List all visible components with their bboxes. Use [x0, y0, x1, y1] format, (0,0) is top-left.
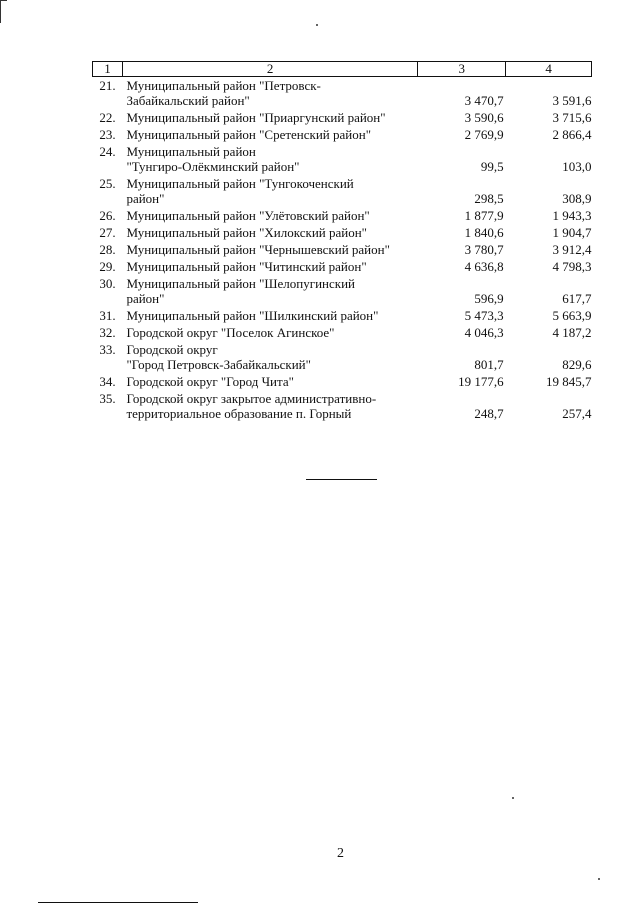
municipality-name-line: Муниципальный район "Сретенский район"	[126, 127, 372, 142]
municipality-name	[122, 175, 417, 207]
value-col-4: 103,0	[562, 159, 592, 174]
value-col-4: 617,7	[562, 291, 592, 306]
municipality-name-line: Муниципальный район "Хилокский район"	[126, 225, 367, 240]
header-col-4: 4	[506, 62, 592, 77]
municipality-name	[122, 324, 417, 341]
municipality-name	[122, 373, 417, 390]
value-col-3: 248,7	[474, 406, 504, 421]
value-col-4: 4 187,2	[552, 325, 592, 340]
header-col-1: 1	[93, 62, 123, 77]
row-number: 32.	[99, 325, 116, 340]
municipality-name-line: "Город Петровск-Забайкальский"	[126, 357, 311, 372]
row-number: 30.	[99, 276, 116, 291]
municipality-name-line: Муниципальный район	[126, 144, 256, 159]
header-col-3: 3	[418, 62, 506, 77]
value-col-3: 4 046,3	[464, 325, 504, 340]
municipality-name-line: Городской округ закрытое административно-	[126, 391, 377, 406]
value-col-3: 1 877,9	[464, 208, 504, 223]
municipality-name	[122, 390, 417, 422]
table-row	[93, 207, 592, 224]
municipality-name-line: Муниципальный район "Тунгокоченский	[126, 176, 354, 191]
scan-speck	[316, 24, 318, 26]
municipality-name	[122, 275, 417, 307]
value-col-4: 308,9	[562, 191, 592, 206]
municipality-name-line: район"	[126, 291, 165, 306]
value-col-3: 19 177,6	[458, 374, 504, 389]
value-col-3: 3 780,7	[464, 242, 504, 257]
municipality-name	[122, 341, 417, 373]
table-body	[93, 77, 592, 423]
header-col-2: 2	[122, 62, 417, 77]
municipality-name-line: Муниципальный район "Шелопугинский	[126, 276, 355, 291]
value-col-4: 4 798,3	[552, 259, 592, 274]
table-row	[93, 258, 592, 275]
municipality-name-line: Муниципальный район "Шилкинский район"	[126, 308, 379, 323]
row-number: 28.	[99, 242, 116, 257]
row-number: 22.	[99, 110, 116, 125]
value-col-3: 801,7	[474, 357, 504, 372]
value-col-3: 4 636,8	[464, 259, 504, 274]
municipality-name	[122, 143, 417, 175]
table-row	[93, 175, 592, 207]
table-row	[93, 241, 592, 258]
municipality-name-line: Муниципальный район "Петровск-	[126, 78, 321, 93]
page-number: 2	[337, 846, 344, 861]
value-col-4: 257,4	[562, 406, 592, 421]
table-row	[93, 77, 592, 110]
footer-line	[38, 902, 198, 903]
row-number: 27.	[99, 225, 116, 240]
value-col-3: 99,5	[480, 159, 504, 174]
scan-speck	[598, 878, 600, 880]
municipality-name	[122, 224, 417, 241]
value-col-3: 1 840,6	[464, 225, 504, 240]
table-row	[93, 275, 592, 307]
allocation-table	[92, 61, 592, 422]
municipality-name-line: Муниципальный район "Приаргунский район"	[126, 110, 386, 125]
row-number: 26.	[99, 208, 116, 223]
value-col-4: 3 912,4	[552, 242, 592, 257]
row-number: 34.	[99, 374, 116, 389]
value-col-3: 3 590,6	[464, 110, 504, 125]
municipality-name-line: Муниципальный район "Читинский район"	[126, 259, 367, 274]
row-number: 29.	[99, 259, 116, 274]
value-col-3: 596,9	[474, 291, 504, 306]
row-number: 35.	[99, 391, 116, 406]
value-col-4: 3 715,6	[552, 110, 592, 125]
row-number: 25.	[99, 176, 116, 191]
value-col-4: 1 943,3	[552, 208, 592, 223]
value-col-4: 3 591,6	[552, 93, 592, 108]
municipality-name	[122, 109, 417, 126]
row-number: 31.	[99, 308, 116, 323]
municipality-name-line: территориальное образование п. Горный	[126, 406, 352, 421]
municipality-name	[122, 258, 417, 275]
municipality-name-line: Муниципальный район "Чернышевский район"	[126, 242, 390, 257]
table-row	[93, 143, 592, 175]
scan-speck	[512, 797, 514, 799]
municipality-name-line: Забайкальский район"	[126, 93, 250, 108]
end-rule	[306, 479, 377, 480]
municipality-name-line: Городской округ "Город Чита"	[126, 374, 294, 389]
value-col-3: 2 769,9	[464, 127, 504, 142]
table-row	[93, 126, 592, 143]
value-col-4: 829,6	[562, 357, 592, 372]
value-col-3: 298,5	[474, 191, 504, 206]
row-number: 24.	[99, 144, 116, 159]
row-number: 33.	[99, 342, 116, 357]
value-col-4: 1 904,7	[552, 225, 592, 240]
municipality-name	[122, 207, 417, 224]
municipality-name-line: Городской округ	[126, 342, 218, 357]
municipality-name-line: Муниципальный район "Улётовский район"	[126, 208, 370, 223]
table-row	[93, 324, 592, 341]
municipality-name	[122, 126, 417, 143]
table-row	[93, 390, 592, 422]
value-col-3: 5 473,3	[464, 308, 504, 323]
value-col-3: 3 470,7	[464, 93, 504, 108]
municipality-name-line: "Тунгиро-Олёкминский район"	[126, 159, 300, 174]
value-col-4: 5 663,9	[552, 308, 592, 323]
municipality-name-line: район"	[126, 191, 165, 206]
value-col-4: 2 866,4	[552, 127, 592, 142]
table-row	[93, 341, 592, 373]
municipality-name-line: Городской округ "Поселок Агинское"	[126, 325, 335, 340]
value-col-4: 19 845,7	[546, 374, 592, 389]
table-row	[93, 224, 592, 241]
municipality-name	[122, 77, 417, 110]
municipality-name	[122, 241, 417, 258]
scan-corner-mark	[0, 0, 7, 23]
table-row	[93, 373, 592, 390]
row-number: 21.	[99, 78, 116, 93]
row-number: 23.	[99, 127, 116, 142]
municipality-name	[122, 307, 417, 324]
table-row	[93, 307, 592, 324]
table-row	[93, 109, 592, 126]
table-header	[93, 62, 592, 77]
